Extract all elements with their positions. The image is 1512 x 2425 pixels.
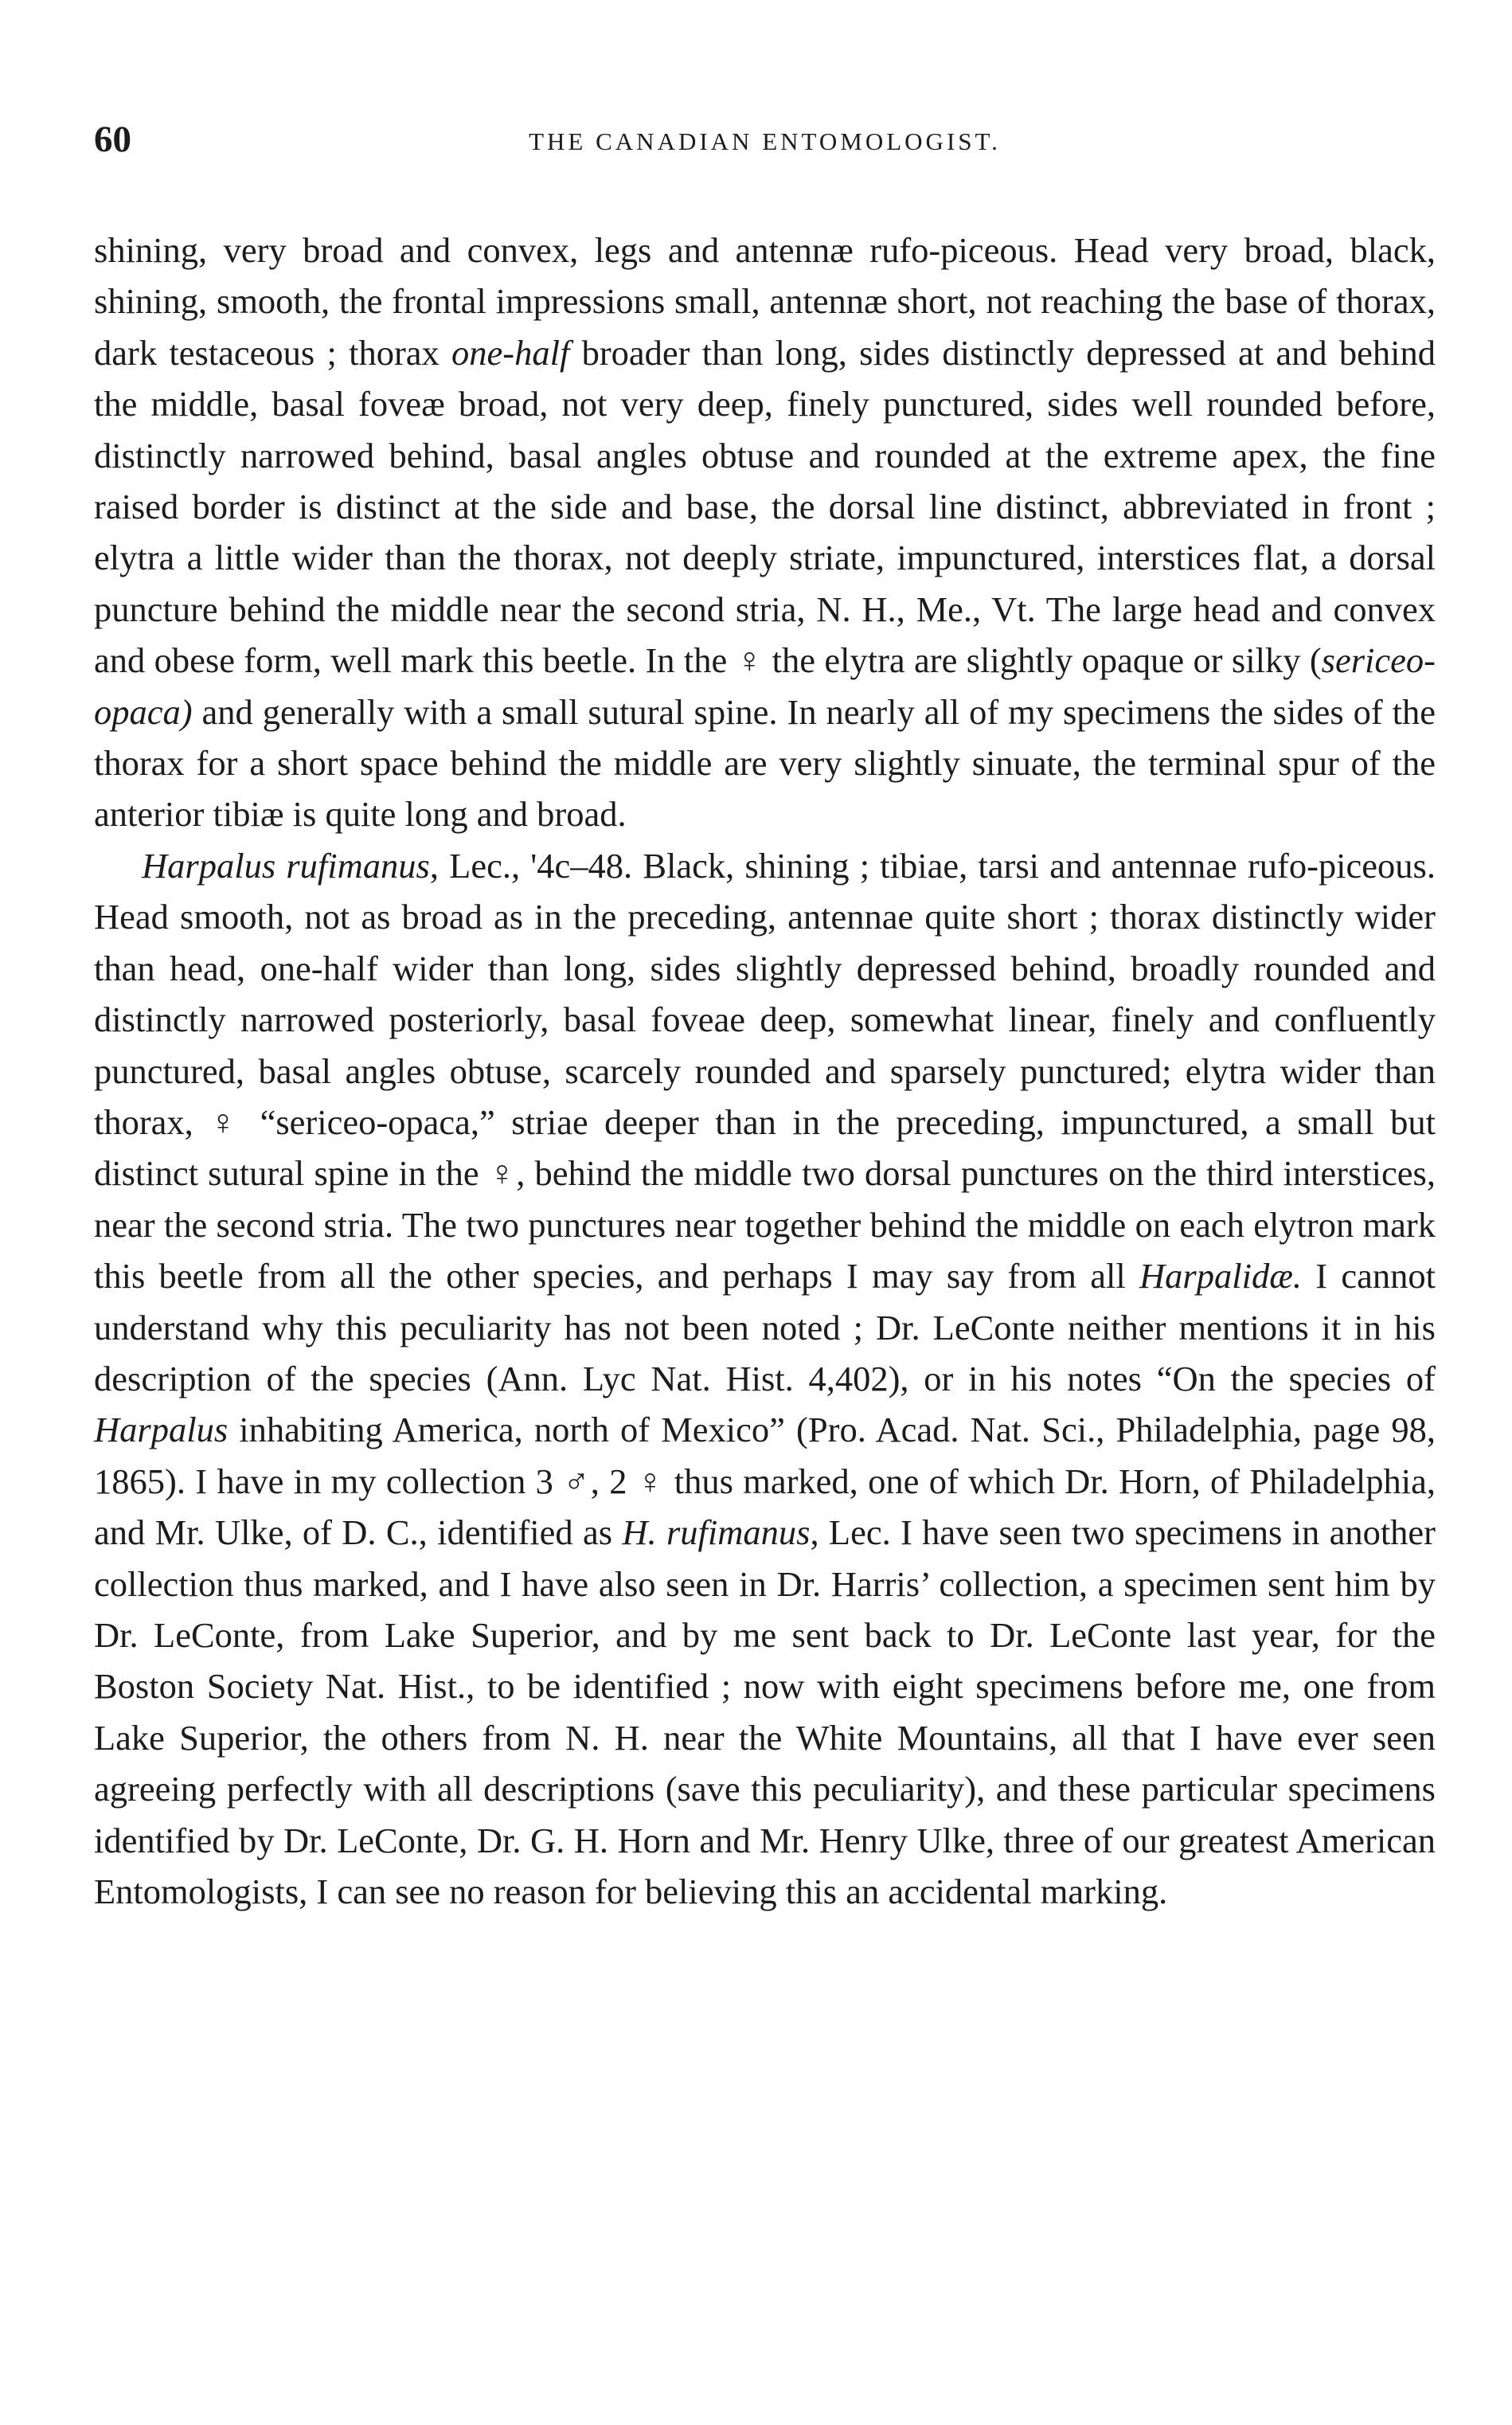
paragraph-2-text-a: , Lec., '4c–48. Black, shining ; tibiae, tarsi and antennae rufo-piceous. Head smooth, not as broad as in the preceding, antennae quite short ; thorax distinctly wider than head, one-half wider than long, sides slightly depressed behind, broadly rounded and distinctly narrowed posteriorly, basal foveae deep, somewhat linear, finely and confluently punctured, basal angles obtuse, scarcely rounded and sparsely punctured; elytra wider than thorax, ♀ “sericeo-opaca,” striae deeper than in the preceding, impunctured, a small but distinct sutural spine in the ♀, behind the middle two dorsal punctures on the third interstices, near the second stria. The two punctures near together behind the middle on each elytron mark this beetle from all the other species, and perhaps I may say from all [94,845,1436,1297]
species-abbrev: H. rufimanus [622,1512,811,1553]
genus-name: Harpalus [94,1410,229,1450]
paragraph-2-text-b: I cannot understand why this peculiarity has not been noted ; Dr. LeConte neither mentions it in his description of the species (Ann. Lyc Nat. Hist. 4,402), or in his notes “On the species of [94,1256,1436,1398]
paragraph-1-italic-a: one-half [451,332,570,373]
species-name: Harpalus rufimanus [142,845,430,886]
paragraph-2-text-d: , Lec. I have seen two specimens in another collection thus marked, and I have also seen in Dr. Harris’ collection, a specimen sent him by Dr. LeConte, from Lake Superior, and by me sent back to Dr. LeConte last year, for the Boston Society Nat. Hist., to be identified ; now with eight specimens before me, one from Lake Superior, the others from N. H. near the White Mountains, all that I have ever seen agreeing perfectly with all descriptions (save this peculiarity), and these particular specimens identified by Dr. LeConte, Dr. G. H. Horn and Mr. Henry Ulke, three of our greatest American Entomologists, I can see no reason for believing this an accidental marking. [94,1512,1436,1911]
page-number: 60 [94,119,131,160]
body-text [94,225,1436,1917]
paragraph-1 [94,225,1436,840]
paragraph-2 [94,840,1436,1918]
journal-title: THE CANADIAN ENTOMOLOGIST. [529,127,1001,155]
running-head [94,119,1436,183]
paragraph-1-text-b: broader than long, sides distinctly depressed at and behind the middle, basal foveæ broad, not very deep, finely punctured, sides well rounded before, distinctly narrowed behind, basal angles obtuse and rounded at the extreme apex, the fine raised border is distinct at the side and base, the dorsal line distinct, abbreviated in front ; elytra a little wider than the thorax, not deeply striate, impunctured, interstices flat, a dorsal puncture behind the middle near the second stria, N. H., Me., Vt. The large head and convex and obese form, well mark this beetle. In the ♀ the elytra are slightly opaque or silky ( [94,332,1436,681]
paragraph-1-text-c: and generally with a small sutural spine. In nearly all of my specimens the sides of the thorax for a short space behind the middle are very slightly sinuate, the terminal spur of the anterior tibiæ is quite long and broad. [94,691,1436,835]
family-name: Harpalidæ. [1139,1256,1303,1297]
paragraph-1-text-a: shining, very broad and convex, legs and antennæ rufo-piceous. Head very broad, black, shining, smooth, the frontal impressions small, antennæ short, not reaching the base of thorax, dark testaceous ; thorax [94,230,1436,373]
paragraph-1-italic-b: sericeo-opaca) [94,640,1436,732]
page [94,119,1436,1911]
paragraph-2-text-c: inhabiting America, north of Mexico” (Pro. Acad. Nat. Sci., Philadelphia, page 98, 1865). I have in my collection 3 ♂, 2 ♀ thus marked, one of which Dr. Horn, of Philadelphia, and Mr. Ulke, of D. C., identified as [94,1410,1436,1553]
